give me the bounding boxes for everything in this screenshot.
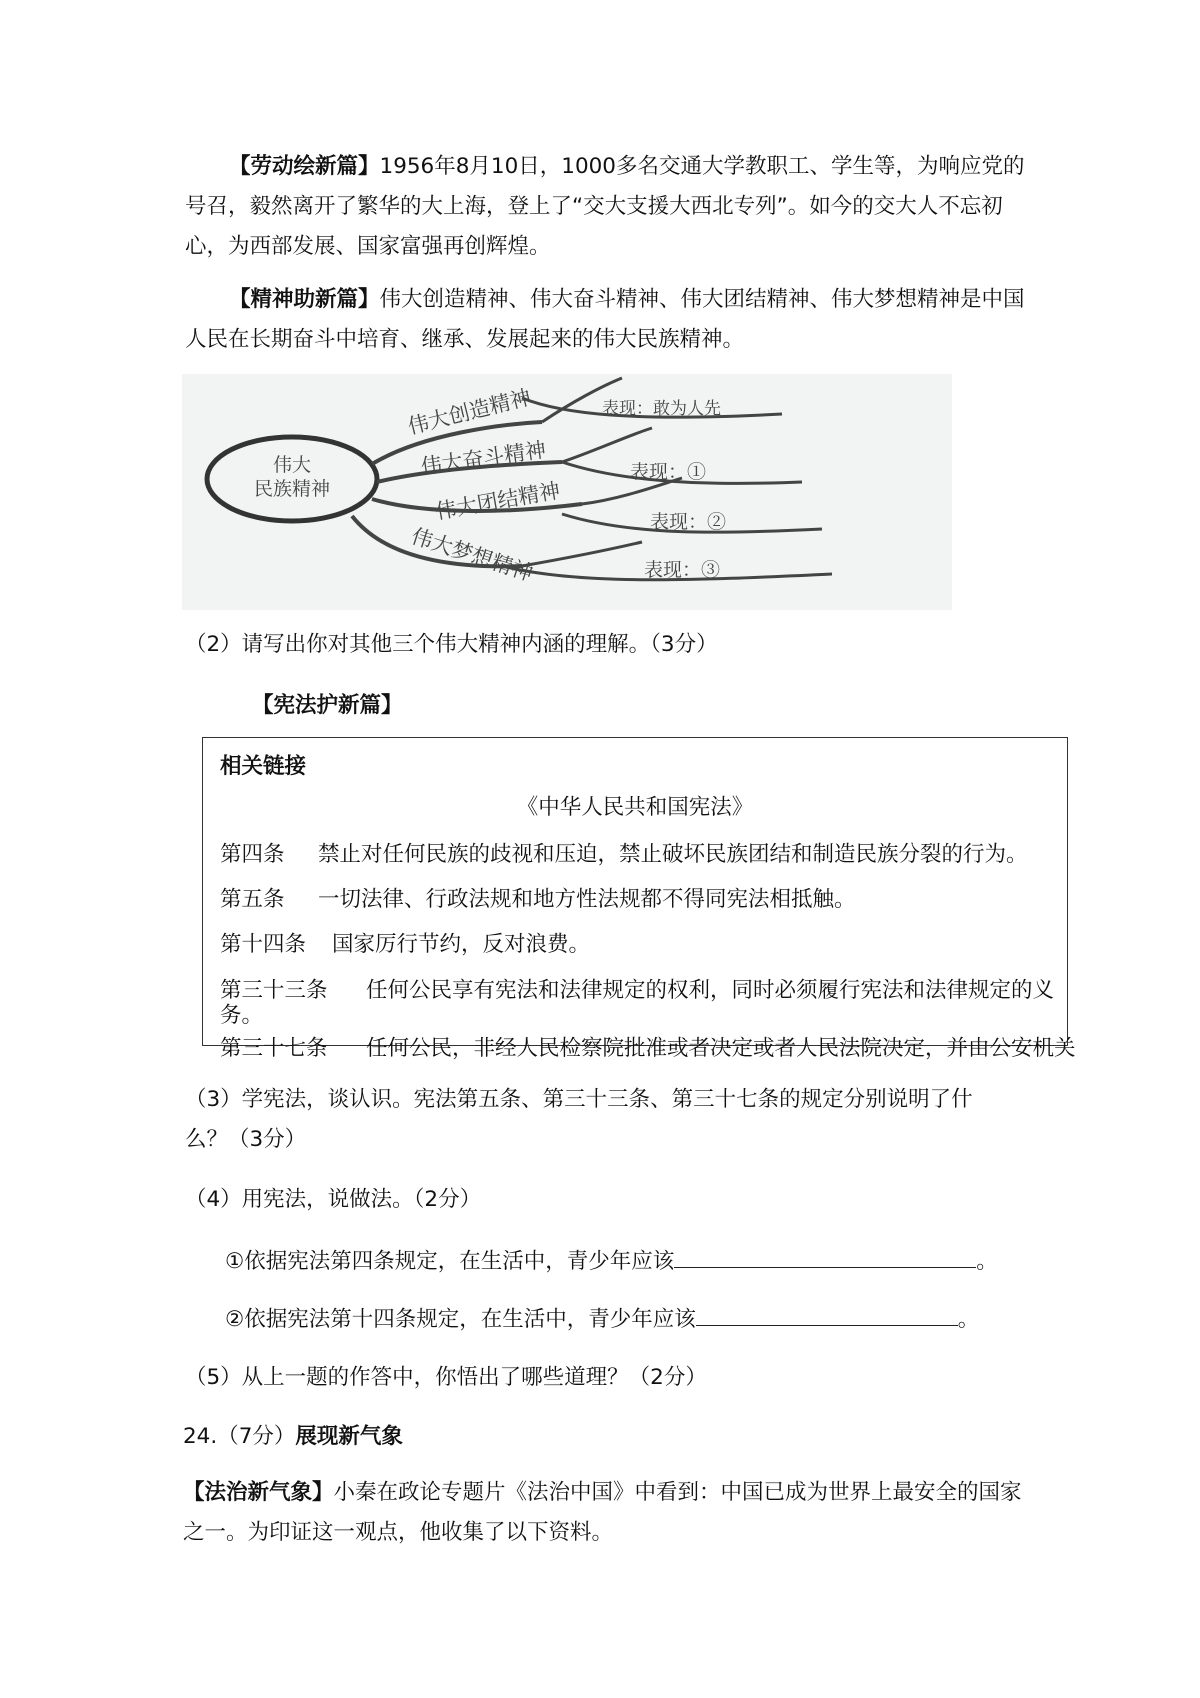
mindmap-center-line2: 民族精神: [253, 478, 331, 500]
article-33-text: 任何公民享有宪法和法律规定的权利，同时必须履行宪法和法律规定的义: [366, 978, 1055, 1003]
article-14-text: 国家厉行节约，反对浪费。: [332, 932, 591, 957]
heading-rule-of-law: 【法治新气象】: [183, 1480, 334, 1505]
leaf-label-dream: 表现：③: [644, 559, 721, 581]
article-37-text: 任何公民，非经人民检察院批准或者决定或者人民法院决定，并由公安机关: [366, 1036, 1076, 1061]
link-box-title: 相关链接: [220, 754, 307, 779]
q4-item-1: [225, 1245, 998, 1277]
question-24: [183, 1422, 403, 1452]
heading-spirit: 【精神助新篇】: [229, 287, 380, 312]
branch-tip-struggle: [562, 428, 652, 462]
article-4-no: 第四条: [220, 842, 285, 867]
article-33-no: 第三十三条: [220, 978, 328, 1003]
question-5: （5）从上一题的作答中，你悟出了哪些道理？（2分）: [185, 1365, 707, 1390]
paragraph-labor-text: 1956年8月10日，1000多名交通大学教职工、学生等，为响应党的号召，毅然离开了繁华的大上海，登上了“交大支援大西北专列”。如今的交大人不忘初心，为西部发展、国家富强再创辉煌。: [185, 154, 1025, 259]
mindmap-center-line1: 伟大: [272, 454, 312, 476]
question-2: （2）请写出你对其他三个伟大精神内涵的理解。（3分）: [185, 632, 718, 657]
leaf-label-create: 表现：敢为人先: [602, 399, 721, 419]
article-33-cont: 务。: [220, 1003, 264, 1028]
law-title: 《中华人民共和国宪法》: [516, 795, 754, 820]
question-4: （4）用宪法，说做法。（2分）: [185, 1187, 482, 1212]
heading-labor: 【劳动绘新篇】: [229, 154, 380, 179]
paragraph-spirit-text: 伟大创造精神、伟大奋斗精神、伟大团结精神、伟大梦想精神是中国人民在长期奋斗中培育、继承、发展起来的伟大民族精神。: [185, 287, 1025, 352]
article-37-no: 第三十七条: [220, 1036, 328, 1061]
paragraph-spirit: [185, 280, 1035, 360]
leaf-label-struggle: 表现：①: [630, 461, 707, 483]
article-5: [220, 887, 856, 913]
q4-item-2: [225, 1303, 979, 1335]
paragraph-rule-of-law-text: 小秦在政论专题片《法治中国》中看到：中国已成为世界上最安全的国家之一。为印证这一观点，他收集了以下资料。: [183, 1480, 1022, 1545]
article-33: [220, 978, 1054, 1004]
article-4: [220, 842, 1028, 868]
paragraph-labor: [185, 147, 1035, 267]
paragraph-rule-of-law: [183, 1473, 1033, 1553]
article-14: [220, 932, 590, 958]
heading-constitution: 【宪法护新篇】: [252, 693, 403, 718]
q4-item-2-blank[interactable]: [696, 1303, 958, 1326]
leaf-label-unity: 表现：②: [650, 511, 727, 533]
branch-tip-dream: [522, 542, 642, 566]
mindmap-svg: [182, 374, 952, 610]
article-4-text: 禁止对任何民族的歧视和压迫，禁止破坏民族团结和制造民族分裂的行为。: [318, 842, 1028, 867]
q4-item-1-period: 。: [976, 1249, 998, 1274]
question-3-line1: （3）学宪法，谈认识。宪法第五条、第三十三条、第三十七条的规定分别说明了什: [185, 1087, 973, 1112]
article-5-text: 一切法律、行政法规和地方性法规都不得同宪法相抵触。: [318, 887, 856, 912]
article-5-no: 第五条: [220, 887, 285, 912]
q4-item-1-text: ①依据宪法第四条规定，在生活中，青少年应该: [225, 1249, 675, 1274]
q4-item-2-text: ②依据宪法第十四条规定，在生活中，青少年应该: [225, 1307, 696, 1332]
q4-item-1-blank[interactable]: [674, 1245, 976, 1268]
question-24-prefix: 24.（7分）: [183, 1424, 296, 1449]
question-24-title: 展现新气象: [295, 1424, 403, 1449]
branch-label-struggle: 伟大奋斗精神: [419, 437, 548, 479]
branch-label-dream: 伟大梦想精神: [408, 523, 536, 586]
related-link-box: [202, 737, 1076, 1061]
article-37: [220, 1036, 1076, 1062]
article-14-no: 第十四条: [220, 932, 307, 957]
question-3-line2: 么？（3分）: [185, 1127, 307, 1152]
q4-item-2-period: 。: [957, 1307, 980, 1332]
branch-label-unity: 伟大团结精神: [433, 478, 562, 524]
mindmap-figure: [182, 374, 952, 610]
branch-label-create: 伟大创造精神: [405, 385, 534, 439]
